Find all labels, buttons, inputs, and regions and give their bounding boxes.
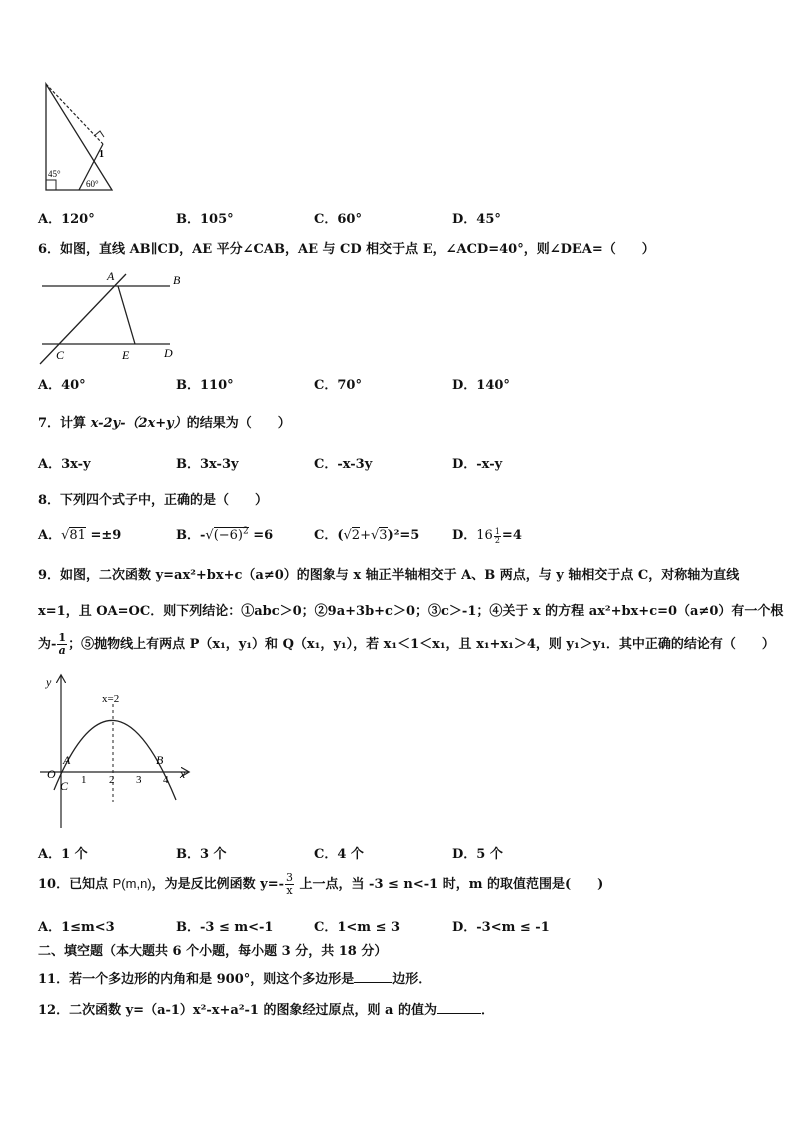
q6-parallel-lines-figure: [36, 268, 186, 368]
q9-option-c[interactable]: C．4 个: [314, 847, 364, 862]
q6-label-b: B: [173, 273, 181, 287]
q8-option-a[interactable]: [38, 524, 121, 543]
q9-stem-line1: 9．如图，二次函数 y=ax²+bx+c（a≠0）的图象与 x 轴正半轴相交于 A、B 两点，与 y 轴相交于点 C，对称轴为直线: [38, 568, 740, 583]
q8-option-c[interactable]: [314, 524, 419, 543]
q5-option-a[interactable]: A．120°: [38, 212, 95, 227]
sqrt-icon: √: [343, 528, 352, 543]
q10-option-b[interactable]: B．-3 ≤ m<-1: [176, 920, 274, 935]
q6-option-d[interactable]: D．140°: [452, 378, 510, 393]
q6-label-e: E: [122, 348, 130, 362]
q9-line3-suffix: ；⑤抛物线上有两点 P（x₁，y₁）和 Q（x₁，y₁），若 x₁＜1＜x₁，且 x₁+x₁＞4，则 y₁＞y₁．其中正确的结论有（ ）: [68, 637, 775, 652]
q8-b-radicand-wrap: [214, 527, 249, 543]
q8-d-suffix: =4: [501, 528, 522, 543]
q11-suffix: 边形．: [392, 972, 432, 987]
q9-option-a[interactable]: A．1 个: [38, 847, 88, 862]
q10-stem-prefix: 10．已知点: [38, 877, 113, 892]
q8-stem: 8．下列四个式子中，正确的是（ ）: [38, 493, 269, 508]
q10-stem-mid: ，为是反比例函数 y=-: [151, 877, 284, 892]
q12-suffix: ．: [480, 1003, 494, 1018]
q11-answer-blank[interactable]: [354, 970, 392, 983]
q7-options: [0, 453, 794, 471]
q7-stem-suffix: 的结果为（ ）: [186, 416, 291, 431]
section-heading: 二、填空题（本大题共 6 个小题，每小题 3 分，共 18 分）: [38, 944, 388, 959]
q7-stem-expression: x-2y-（2x+y）: [90, 416, 187, 431]
q5-label-1: 1: [99, 149, 104, 160]
q9-label-o: O: [47, 767, 56, 781]
q6-label-d: D: [164, 346, 173, 360]
q6-options: [0, 374, 794, 392]
q6-option-a[interactable]: A．40°: [38, 378, 86, 393]
q8-d-prefix: D．: [452, 528, 477, 543]
q12-answer-blank[interactable]: [437, 1001, 481, 1014]
q8-d-exp-den: 2: [494, 535, 500, 545]
q8-options: [0, 520, 794, 546]
q8-b-suffix: =6: [248, 528, 274, 543]
q9-axis-label: x=2: [102, 693, 120, 705]
q6-stem: 6．如图，直线 AB∥CD，AE 平分∠CAB，AE 与 CD 相交于点 E，∠ACD=40°，则∠DEA=（ ）: [38, 242, 655, 257]
q9-label-x: x: [180, 767, 186, 781]
q6-label-a: A: [107, 269, 115, 283]
q7-stem: [38, 412, 291, 431]
q12-stem: [38, 999, 494, 1018]
q5-option-d[interactable]: D．45°: [452, 212, 501, 227]
q9-options: [0, 843, 794, 861]
q8-d-exponent: [494, 528, 501, 545]
q6-option-b[interactable]: B．110°: [176, 378, 234, 393]
q8-d-base: 16: [476, 528, 493, 543]
q10-fraction: [285, 872, 294, 897]
q9-tick-2: 2: [109, 774, 115, 786]
q6-option-c[interactable]: C．70°: [314, 378, 362, 393]
q8-c-r2: 3: [379, 528, 388, 543]
q9-frac-num: 1: [58, 631, 67, 644]
q9-label-b: B: [156, 753, 164, 767]
q8-c-suffix: )²=5: [387, 528, 420, 543]
q9-frac-den: a: [58, 644, 66, 657]
q9-tick-1: 1: [81, 774, 87, 786]
q9-option-d[interactable]: D．5 个: [452, 847, 503, 862]
q5-label-45: 45°: [48, 169, 61, 179]
q8-c-plus: +: [360, 528, 371, 543]
sqrt-icon: √: [370, 528, 380, 543]
q5-triangle-figure: [36, 80, 118, 196]
q10-point: P(m,n): [112, 876, 152, 891]
sqrt-icon: √: [61, 528, 70, 543]
q9-label-a: A: [63, 753, 71, 767]
q9-tick-3: 3: [136, 774, 142, 786]
q5-options: [0, 208, 794, 226]
q10-options: [0, 916, 794, 934]
q9-label-y: y: [46, 675, 52, 689]
q9-parabola-graph: [36, 672, 196, 832]
q7-option-d[interactable]: D．-x-y: [452, 457, 503, 472]
q8-b-radicand: (−6): [213, 528, 243, 543]
q12-prefix: 12．二次函数 y=（a-1）x²-x+a²-1 的图象经过原点，则 a 的值为: [38, 1003, 437, 1018]
q5-label-60: 60°: [86, 179, 99, 189]
q7-option-a[interactable]: A．3x-y: [38, 457, 91, 472]
q9-fraction: [57, 632, 67, 657]
q10-stem-suffix: 上一点，当 -3 ≤ n<-1 时，m 的取值范围是( ): [295, 877, 604, 892]
q8-c-r1: 2: [351, 528, 361, 543]
q9-option-b[interactable]: B．3 个: [176, 847, 227, 862]
q11-prefix: 11．若一个多边形的内角和是 900°，则这个多边形是: [38, 972, 355, 987]
q10-option-d[interactable]: D．-3<m ≤ -1: [452, 920, 550, 935]
q9-stem-line2: x=1，且 OA=OC．则下列结论：①abc＞0；②9a+3b+c＞0；③c＞-1；④关于 x 的方程 ax²+bx+c=0（a≠0）有一个根: [38, 604, 784, 619]
q9-line3-prefix: 为-: [38, 637, 57, 652]
q10-option-a[interactable]: A．1≤m<3: [38, 920, 115, 935]
q10-stem: [38, 872, 603, 897]
q5-option-b[interactable]: B．105°: [176, 212, 234, 227]
q8-a-radicand: 81: [69, 528, 86, 543]
q8-c-prefix: C．(: [314, 528, 344, 543]
q9-stem-line3: [38, 632, 775, 657]
q8-d-exp-num: 1: [494, 526, 500, 536]
sqrt-icon: √: [205, 528, 214, 543]
q7-option-c[interactable]: C．-x-3y: [314, 457, 373, 472]
q9-label-c: C: [60, 779, 69, 793]
q8-a-prefix: A．: [38, 528, 62, 543]
q10-frac-den: x: [286, 884, 293, 897]
q8-option-b[interactable]: [176, 524, 273, 543]
q8-b-prefix: B．-: [176, 528, 206, 543]
q9-tick-4: 4: [163, 774, 169, 786]
q5-option-c[interactable]: C．60°: [314, 212, 362, 227]
q8-b-exp: 2: [243, 526, 249, 537]
q8-a-suffix: =±9: [85, 528, 122, 543]
q6-label-c: C: [56, 348, 65, 362]
q10-frac-num: 3: [286, 871, 293, 884]
q7-option-b[interactable]: B．3x-3y: [176, 457, 239, 472]
q7-stem-prefix: 7．计算: [38, 416, 91, 431]
q11-stem: [38, 968, 431, 987]
q8-option-d[interactable]: [452, 524, 522, 545]
q10-option-c[interactable]: C．1<m ≤ 3: [314, 920, 401, 935]
